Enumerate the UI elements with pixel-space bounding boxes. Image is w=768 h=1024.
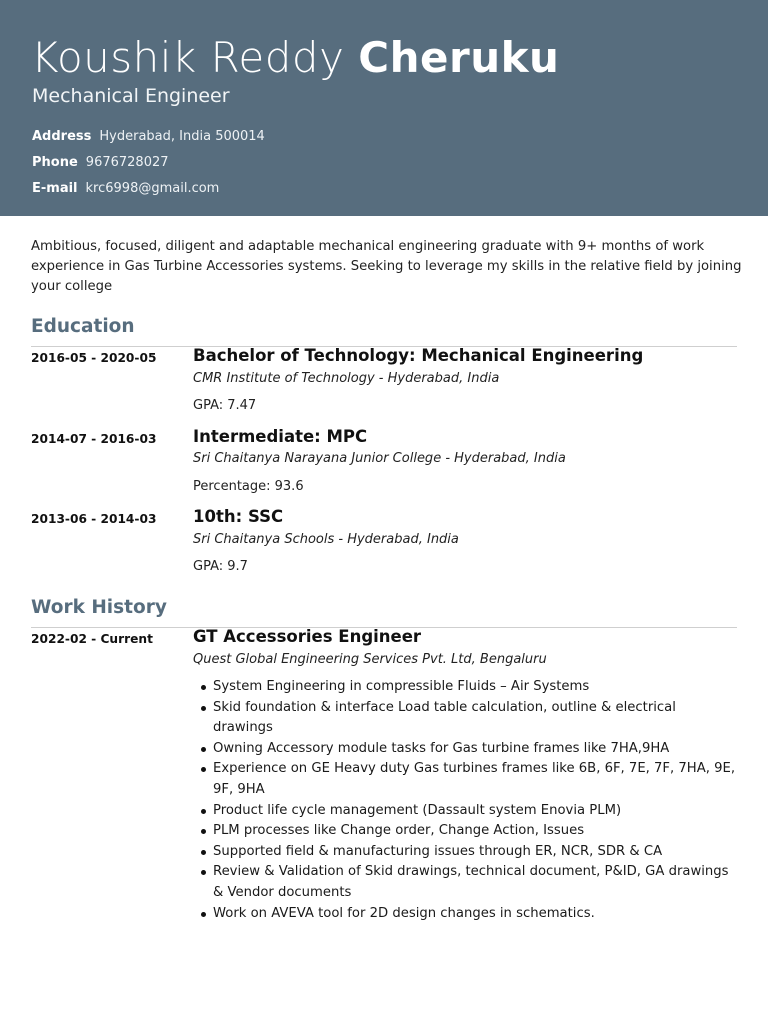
bullet-icon — [201, 870, 206, 875]
list-item-text: Product life cycle management (Dassault system Enovia PLM) — [213, 802, 622, 818]
contact-value: 9676728027 — [85, 155, 169, 170]
bullet-icon — [201, 912, 206, 917]
job-title: Mechanical Engineer — [32, 85, 230, 107]
contact-label: Phone — [32, 155, 78, 170]
list-item — [193, 698, 738, 739]
education-school: Sri Chaitanya Schools - Hyderabad, India — [193, 532, 459, 547]
bullet-icon — [201, 685, 206, 690]
list-item — [193, 677, 738, 698]
work-company: Quest Global Engineering Services Pvt. Ltd, Bengaluru — [193, 652, 547, 667]
contact-address — [32, 129, 265, 144]
work-role: GT Accessories Engineer — [193, 627, 422, 646]
list-item — [193, 821, 738, 842]
contact-email — [32, 181, 219, 196]
list-item-text: Owning Accessory module tasks for Gas turbine frames like 7HA,9HA — [213, 740, 670, 756]
education-dates: 2016-05 - 2020-05 — [31, 351, 157, 365]
education-detail: GPA: 7.47 — [193, 398, 257, 413]
bullet-icon — [201, 747, 206, 752]
summary-paragraph: Ambitious, focused, diligent and adaptable mechanical engineering graduate with 9+ months of work experience in Gas Turbine Accessories systems. Seeking to leverage my skills in the relative field by joining your college — [31, 239, 742, 294]
list-item-text: Review & Validation of Skid drawings, technical document, P&ID, GA drawings & Vendor documents — [213, 864, 729, 900]
bullet-icon — [201, 767, 206, 772]
bullet-icon — [201, 706, 206, 711]
education-school: CMR Institute of Technology - Hyderabad, India — [193, 371, 500, 386]
education-degree: Bachelor of Technology: Mechanical Engineering — [193, 346, 644, 365]
education-detail: Percentage: 93.6 — [193, 479, 304, 494]
list-item — [193, 739, 738, 760]
list-item — [193, 904, 738, 925]
resume-header — [0, 0, 768, 216]
bullet-icon — [201, 829, 206, 834]
list-item — [193, 862, 738, 903]
education-school: Sri Chaitanya Narayana Junior College - Hyderabad, India — [193, 451, 566, 466]
bullet-icon — [201, 850, 206, 855]
list-item-text: PLM processes like Change order, Change Action, Issues — [213, 823, 585, 839]
education-degree: 10th: SSC — [193, 507, 284, 526]
education-detail: GPA: 9.7 — [193, 559, 248, 574]
bullet-icon — [201, 809, 206, 814]
contact-phone — [32, 155, 169, 170]
work-history-heading: Work History — [31, 597, 167, 618]
education-dates: 2013-06 - 2014-03 — [31, 512, 157, 526]
list-item — [193, 759, 738, 800]
list-item-text: Supported field & manufacturing issues through ER, NCR, SDR & CA — [213, 843, 663, 859]
education-heading: Education — [31, 316, 135, 337]
list-item — [193, 801, 738, 822]
education-degree: Intermediate: MPC — [193, 427, 368, 446]
contact-label: Address — [32, 129, 92, 144]
work-dates: 2022-02 - Current — [31, 632, 153, 646]
candidate-name — [31, 33, 559, 82]
list-item-text: System Engineering in compressible Fluids – Air Systems — [213, 679, 590, 694]
education-dates: 2014-07 - 2016-03 — [31, 432, 157, 446]
first-name: Koushik Reddy — [31, 33, 345, 82]
list-item-text: Work on AVEVA tool for 2D design changes in schematics. — [213, 905, 595, 921]
list-item-text: Skid foundation & interface Load table calculation, outline & electrical drawings — [213, 699, 676, 736]
list-item-text: Experience on GE Heavy duty Gas turbines frames like 6B, 6F, 7E, 7F, 7HA, 9E, 9F, 9HA — [213, 761, 736, 797]
work-responsibilities-list — [193, 677, 738, 924]
contact-value: krc6998@gmail.com — [85, 181, 220, 196]
list-item — [193, 842, 738, 863]
contact-label: E-mail — [32, 181, 78, 196]
contact-value: Hyderabad, India 500014 — [99, 129, 265, 144]
last-name: Cheruku — [358, 33, 560, 82]
